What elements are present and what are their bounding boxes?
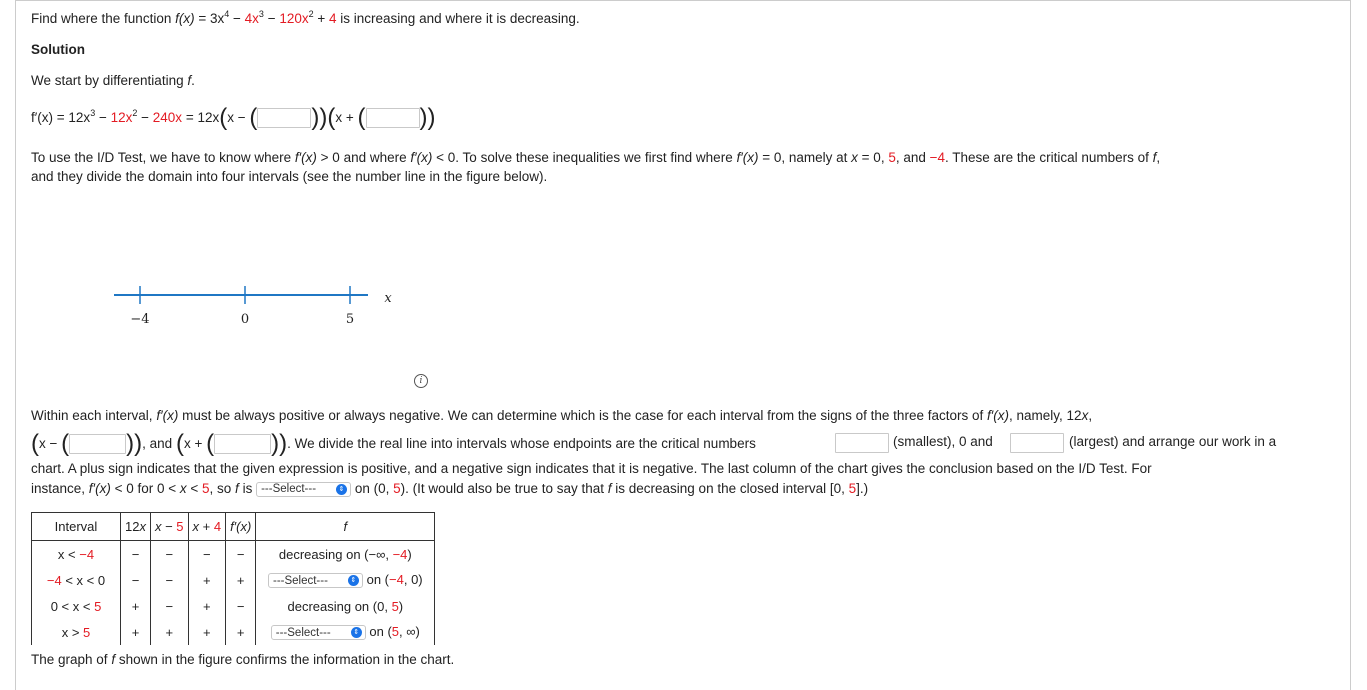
axis-label-x: x: [384, 291, 392, 306]
sign-cell: +: [188, 567, 226, 593]
sign-cell: +: [121, 593, 151, 619]
conclusion-cell: ---Select--- ⇕ on (−4, 0): [256, 567, 435, 593]
intro-text: We start by differentiating f.: [31, 73, 195, 88]
interval-cell: 0 < x < 5: [32, 593, 121, 619]
sign-cell: −: [226, 593, 256, 619]
largest-critical-input[interactable]: [1010, 433, 1064, 453]
interval-cell: −4 < x < 0: [32, 567, 121, 593]
solution-heading: Solution: [31, 42, 85, 57]
sign-cell: −: [188, 541, 226, 568]
sign-cell: −: [150, 541, 188, 568]
paragraph-within-line-1: Within each interval, f′(x) must be always positive or always negative. We can determine which is the case for each interval from the signs of the three factors of f′(x), namely, 12x,: [31, 408, 1093, 423]
factor-root-input-3[interactable]: [69, 434, 126, 454]
sign-cell: −: [226, 541, 256, 568]
row4-select[interactable]: ---Select--- ⇕: [271, 625, 366, 640]
sign-cell: +: [188, 593, 226, 619]
paragraph-within-line-2: (x − ( )), and (x + ( )). We divide the real line into intervals whose endpoints are the critical numbers: [31, 430, 756, 457]
sign-cell: −: [150, 593, 188, 619]
sign-cell: −: [121, 567, 151, 593]
header-12x: 12x: [121, 513, 151, 541]
problem-statement: Find where the function $f(x) = 3x^4 - 4x^3 - 120x^2 + 4$ is increasing and where it is decreasing.: [31, 9, 580, 26]
sign-chart: [31, 512, 435, 645]
header-interval: Interval: [32, 513, 121, 541]
factor-root-input-1[interactable]: [257, 108, 311, 128]
header-x-plus-4: x + 4: [188, 513, 226, 541]
number-line: [100, 280, 420, 340]
paragraph-id-test-line-1: To use the I/D Test, we have to know where f′(x) > 0 and where f′(x) < 0. To solve these inequalities we first find where f′(x) = 0, namely at x = 0, 5, and −4. These are the critical numbers of f,: [31, 150, 1161, 165]
conclusion-cell: decreasing on (−∞, −4): [256, 541, 435, 568]
interval-cell: x > 5: [32, 619, 121, 645]
sign-cell: +: [121, 619, 151, 645]
paragraph-within-line-4: instance, f′(x) < 0 for 0 < x < 5, so f is ---Select--- ⇕ on (0, 5). (It would also be true to say that f is decreasing on the closed interval [0, 5].): [31, 481, 869, 496]
interval-cell: x < −4: [32, 541, 121, 568]
conclusion-cell: ---Select--- ⇕ on (5, ∞): [256, 619, 435, 645]
conclusion-cell: decreasing on (0, 5): [256, 593, 435, 619]
tick-label-neg4: −4: [130, 312, 150, 327]
largest-label: (largest) and arrange our work in a: [1069, 434, 1277, 449]
table-row: [32, 593, 435, 619]
table-row: [32, 619, 435, 645]
sign-cell: −: [121, 541, 151, 568]
header-x-minus-5: x − 5: [150, 513, 188, 541]
sign-cell: +: [188, 619, 226, 645]
info-icon[interactable]: i: [414, 374, 428, 388]
chevron-updown-icon: ⇕: [336, 484, 347, 495]
tick-label-5: 5: [345, 312, 355, 327]
sign-cell: +: [226, 619, 256, 645]
row2-select[interactable]: ---Select--- ⇕: [268, 573, 363, 588]
table-header-row: [32, 513, 435, 541]
paragraph-id-test-line-2: and they divide the domain into four intervals (see the number line in the figure below).: [31, 169, 548, 184]
tick-label-0: 0: [240, 312, 250, 327]
paragraph-within-line-3: chart. A plus sign indicates that the given expression is positive, and a negative sign indicates that it is negative. The last column of the chart gives the conclusion based on the I/D Test. For: [31, 461, 1152, 476]
derivative-line: $f'(x) = 12x^3 - 12x^2 - 240x = 12x(x$ − ( ))(x + ( )): [31, 104, 436, 131]
header-f: f: [256, 513, 435, 541]
instance-select[interactable]: ---Select--- ⇕: [256, 482, 351, 497]
factor-root-input-2[interactable]: [366, 108, 420, 128]
closing-text: The graph of f shown in the figure confirms the information in the chart.: [31, 652, 455, 667]
smallest-label: (smallest), 0 and: [893, 434, 993, 449]
chevron-updown-icon: ⇕: [351, 627, 362, 638]
sign-cell: −: [150, 567, 188, 593]
chevron-updown-icon: ⇕: [348, 575, 359, 586]
sign-cell: +: [226, 567, 256, 593]
header-fprime: f′(x): [226, 513, 256, 541]
sign-cell: +: [150, 619, 188, 645]
smallest-critical-input[interactable]: [835, 433, 889, 453]
factor-root-input-4[interactable]: [214, 434, 271, 454]
table-row: [32, 567, 435, 593]
table-row: [32, 541, 435, 568]
